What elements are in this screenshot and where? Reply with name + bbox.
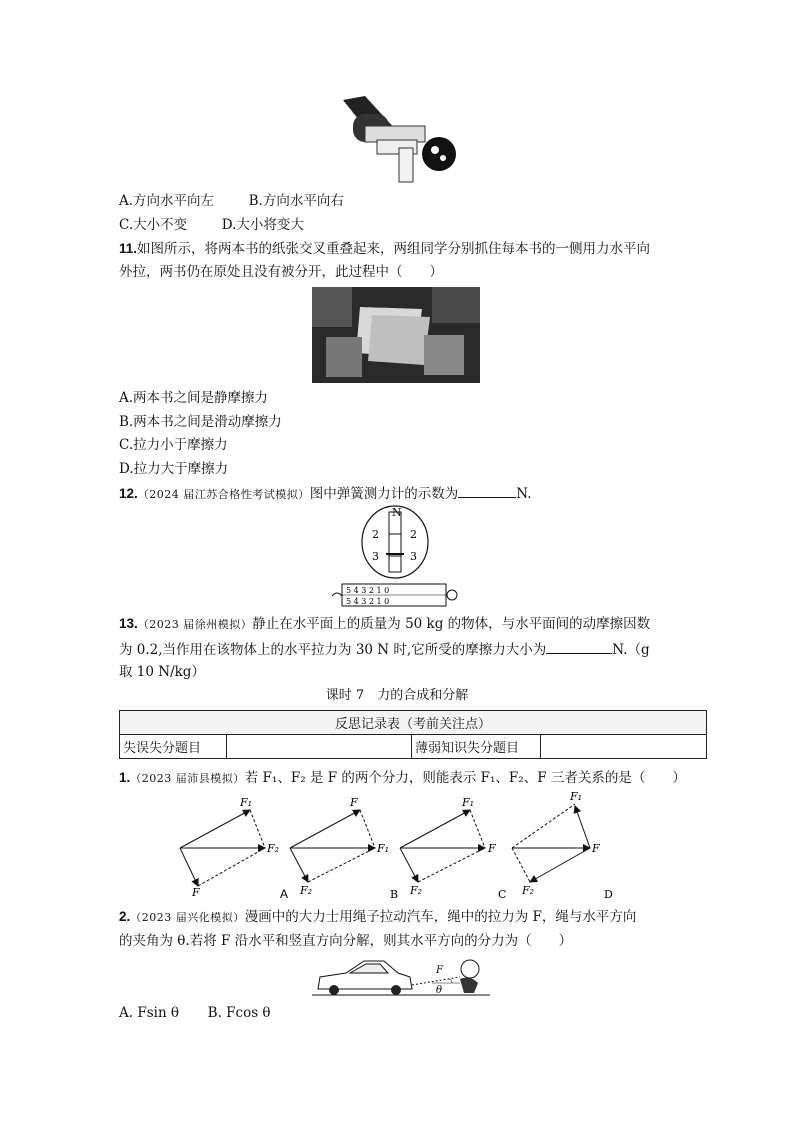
fig0-F-label: F [192, 886, 200, 899]
p2-number: 2. [119, 909, 131, 924]
q11-option-d: D.拉力大于摩擦力 [119, 461, 229, 477]
fig0-F2-label: F₂ [267, 842, 280, 855]
p2-option-a: A. Fsin θ [119, 1005, 180, 1021]
q12-number: 12. [119, 486, 138, 501]
figA-F1-label: F₁ [377, 842, 390, 855]
car-pulling-cartoon [312, 953, 490, 999]
mistake-questions-field[interactable] [227, 735, 412, 759]
q13-stem-line3: 取 10 N/kg） [119, 664, 205, 680]
q12-unit: N. [516, 486, 532, 502]
dial-left-label-3: 3 [372, 550, 379, 563]
q11-number: 11. [119, 241, 138, 256]
figB-option-label: B [390, 888, 399, 901]
q13-number: 13. [119, 616, 138, 631]
figA-F2-label: F₂ [300, 884, 313, 897]
scale-digits-bottom: 5 4 3 2 1 0 [346, 597, 390, 606]
cartoon-F-label: F [436, 965, 443, 976]
p1-source: （2023 届沛县模拟） [130, 772, 245, 785]
q10-option-a: A.方向水平向左 [119, 193, 215, 209]
clamp-photo [335, 96, 460, 186]
vector-diagrams [170, 790, 620, 902]
vector-figure-c [498, 790, 600, 901]
dial-unit-label: N [392, 506, 402, 519]
spring-scale-figure [330, 504, 460, 612]
reflection-table [119, 710, 707, 759]
p1-number: 1. [119, 770, 131, 785]
figC-F2-label: F₂ [522, 884, 535, 897]
q10-option-b: B.方向水平向右 [248, 193, 344, 209]
q12-source: （2024 届江苏合格性考试模拟） [137, 488, 310, 501]
q12-answer-blank[interactable] [458, 483, 516, 498]
dial-right-label-2: 2 [410, 528, 417, 541]
q10-option-d: D.大小将变大 [221, 217, 304, 233]
p2-option-b: B. Fcos θ [207, 1005, 271, 1021]
figA-F-label: F [350, 796, 358, 809]
weak-knowledge-field[interactable] [541, 735, 707, 759]
dial-right-label-3: 3 [410, 550, 417, 563]
books-photo [312, 287, 480, 383]
reflection-table-title: 反思记录表（考前关注点） [120, 711, 707, 735]
weak-knowledge-label: 薄弱知识失分题目 [412, 735, 541, 759]
figD-option-label: D [604, 888, 613, 901]
q12-text: 图中弹簧测力计的示数为 [309, 486, 459, 502]
p2-stem-line2: 的夹角为 θ.若将 F 沿水平和竖直方向分解，则其水平方向的分力为（ ） [119, 933, 573, 949]
p1-stem: 若 F₁、F₂ 是 F 的两个分力，则能表示 F₁、F₂、F 三者关系的是（ ） [244, 770, 686, 786]
p2-source: （2023 届兴化模拟） [130, 911, 245, 924]
q11-stem-line2: 外拉，两书仍在原处且没有被分开，此过程中（ ） [119, 264, 443, 280]
q11-option-a: A.两本书之间是静摩擦力 [119, 390, 269, 406]
figB-F1-label: F₁ [462, 796, 475, 809]
q10-option-c: C.大小不变 [119, 217, 188, 233]
figA-option-label: A [280, 887, 289, 901]
figB-F2-label: F₂ [410, 884, 423, 897]
q13-unit: N.（g [612, 642, 650, 658]
q13-stem-line1: 静止在水平面上的质量为 50 kg 的物体，与水平面间的动摩擦因数 [252, 616, 651, 632]
lesson-title: 课时 7 力的合成和分解 [325, 688, 469, 703]
scale-digits-top: 5 4 3 2 1 0 [346, 586, 390, 595]
fig0-F1-label: F₁ [240, 796, 253, 809]
q11-option-b: B.两本书之间是滑动摩擦力 [119, 414, 282, 430]
vector-figure-0 [180, 796, 279, 899]
dial-left-label-2: 2 [372, 528, 379, 541]
figC-option-label: C [498, 888, 507, 901]
figC-F1-label: F₁ [570, 790, 583, 803]
q13-stem-line2: 为 0.2,当作用在该物体上的水平拉力为 30 N 时,它所受的摩擦力大小为 [119, 642, 547, 658]
mistake-questions-label: 失误失分题目 [120, 735, 227, 759]
p2-stem-line1: 漫画中的大力士用绳子拉动汽车，绳中的拉力为 F，绳与水平方向 [244, 909, 637, 925]
q11-option-c: C.拉力小于摩擦力 [119, 437, 228, 453]
cartoon-theta-label: θ [436, 985, 443, 996]
vector-figure-b [390, 796, 496, 901]
vector-figure-a [280, 796, 389, 901]
q13-source: （2023 届徐州模拟） [137, 618, 253, 631]
q11-stem-line1: 如图所示，将两本书的纸张交叉重叠起来，两组同学分别抓住每本书的一侧用力水平向 [137, 241, 651, 257]
q13-answer-blank[interactable] [546, 639, 612, 654]
figB-F-label: F [488, 842, 496, 855]
figC-F-label: F [592, 842, 600, 855]
